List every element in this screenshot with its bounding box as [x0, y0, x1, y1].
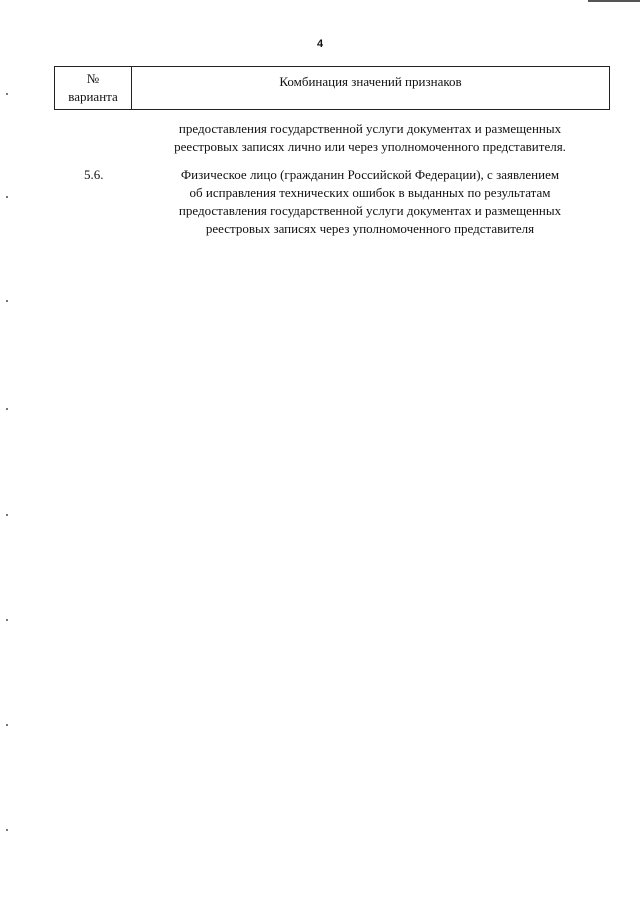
scan-dot — [6, 196, 8, 198]
row-text-line: об исправления технических ошибок в выданных по результатам — [189, 185, 551, 200]
scan-dot — [6, 514, 8, 516]
scan-dot — [6, 408, 8, 410]
variant-column-header-line2: варианта — [68, 89, 118, 104]
continuation-line: реестровых записях лично или через уполномоченного представителя. — [174, 139, 566, 154]
scan-dot — [6, 619, 8, 621]
row-text-line: реестровых записях через уполномоченного представителя — [205, 221, 535, 236]
combination-column-header: Комбинация значений признаков — [279, 74, 462, 89]
scan-dot — [6, 829, 8, 831]
scan-dot — [6, 300, 8, 302]
row-text — [130, 166, 610, 238]
row-text-line: предоставления государственной услуги документах и размещенных — [178, 203, 562, 218]
variant-column-header — [55, 67, 132, 109]
table-header — [54, 66, 610, 110]
page-number: 4 — [316, 38, 324, 50]
row-number: 5.6. — [84, 167, 104, 182]
scan-dot — [6, 93, 8, 95]
continuation-line: предоставления государственной услуги документах и размещенных — [178, 121, 562, 136]
row-text-line: Физическое лицо (гражданин Российской Федерации), с заявлением — [180, 167, 560, 182]
scan-dot — [6, 724, 8, 726]
continuation-text — [130, 120, 610, 156]
variant-column-header-line1: № — [86, 71, 100, 86]
scan-top-rule — [588, 0, 640, 2]
